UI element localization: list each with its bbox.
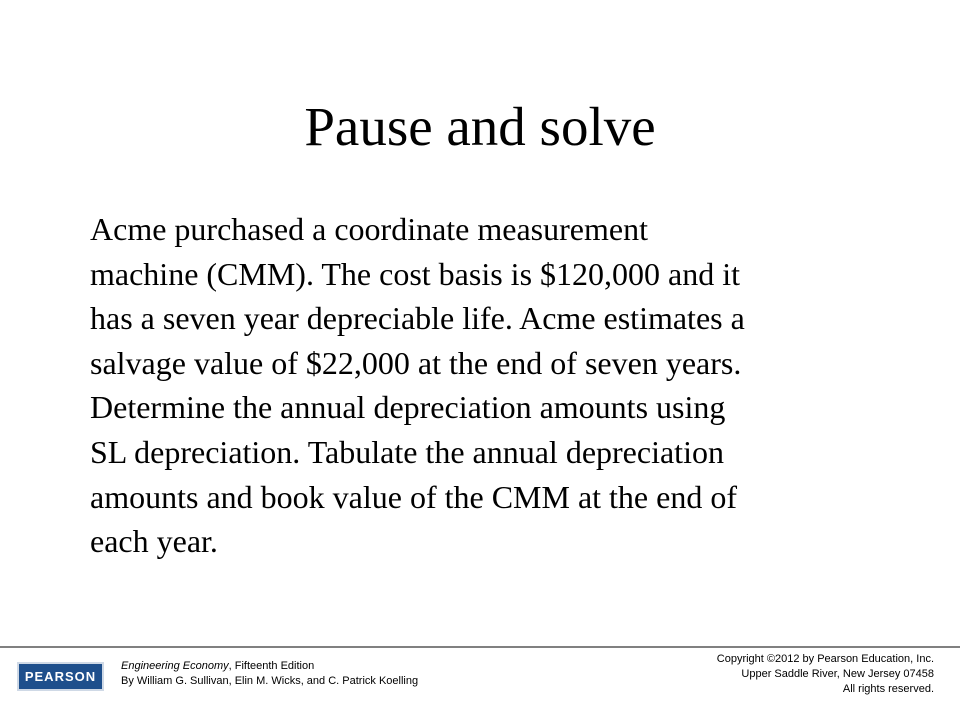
book-edition: , Fifteenth Edition — [228, 660, 315, 672]
book-title-line — [121, 659, 418, 674]
book-title: Engineering Economy — [121, 660, 229, 672]
copyright-line: Upper Saddle River, New Jersey 07458 — [741, 668, 934, 680]
body-line: machine (CMM). The cost basis is $120,000 and it — [90, 255, 740, 292]
pearson-logo — [17, 662, 104, 691]
body-line: each year. — [90, 523, 218, 560]
logo-text: PEARSON — [24, 669, 97, 684]
slide-body — [90, 207, 860, 564]
body-line: salvage value of $22,000 at the end of seven years. — [90, 344, 742, 381]
book-citation — [121, 659, 418, 689]
body-line: SL depreciation. Tabulate the annual depreciation — [90, 433, 724, 470]
footer-divider — [0, 646, 960, 648]
copyright-line: All rights reserved. — [842, 683, 934, 695]
body-line: has a seven year depreciable life. Acme estimates a — [90, 300, 745, 337]
body-line: Determine the annual depreciation amounts using — [90, 389, 726, 426]
book-authors: By William G. Sullivan, Elin M. Wicks, and C. Patrick Koelling — [121, 675, 419, 687]
copyright-notice — [717, 652, 934, 697]
body-line: amounts and book value of the CMM at the end of — [90, 478, 737, 515]
body-line: Acme purchased a coordinate measurement — [90, 211, 648, 247]
copyright-line: Copyright ©2012 by Pearson Education, Inc. — [716, 653, 934, 665]
slide-title: Pause and solve — [304, 96, 656, 157]
